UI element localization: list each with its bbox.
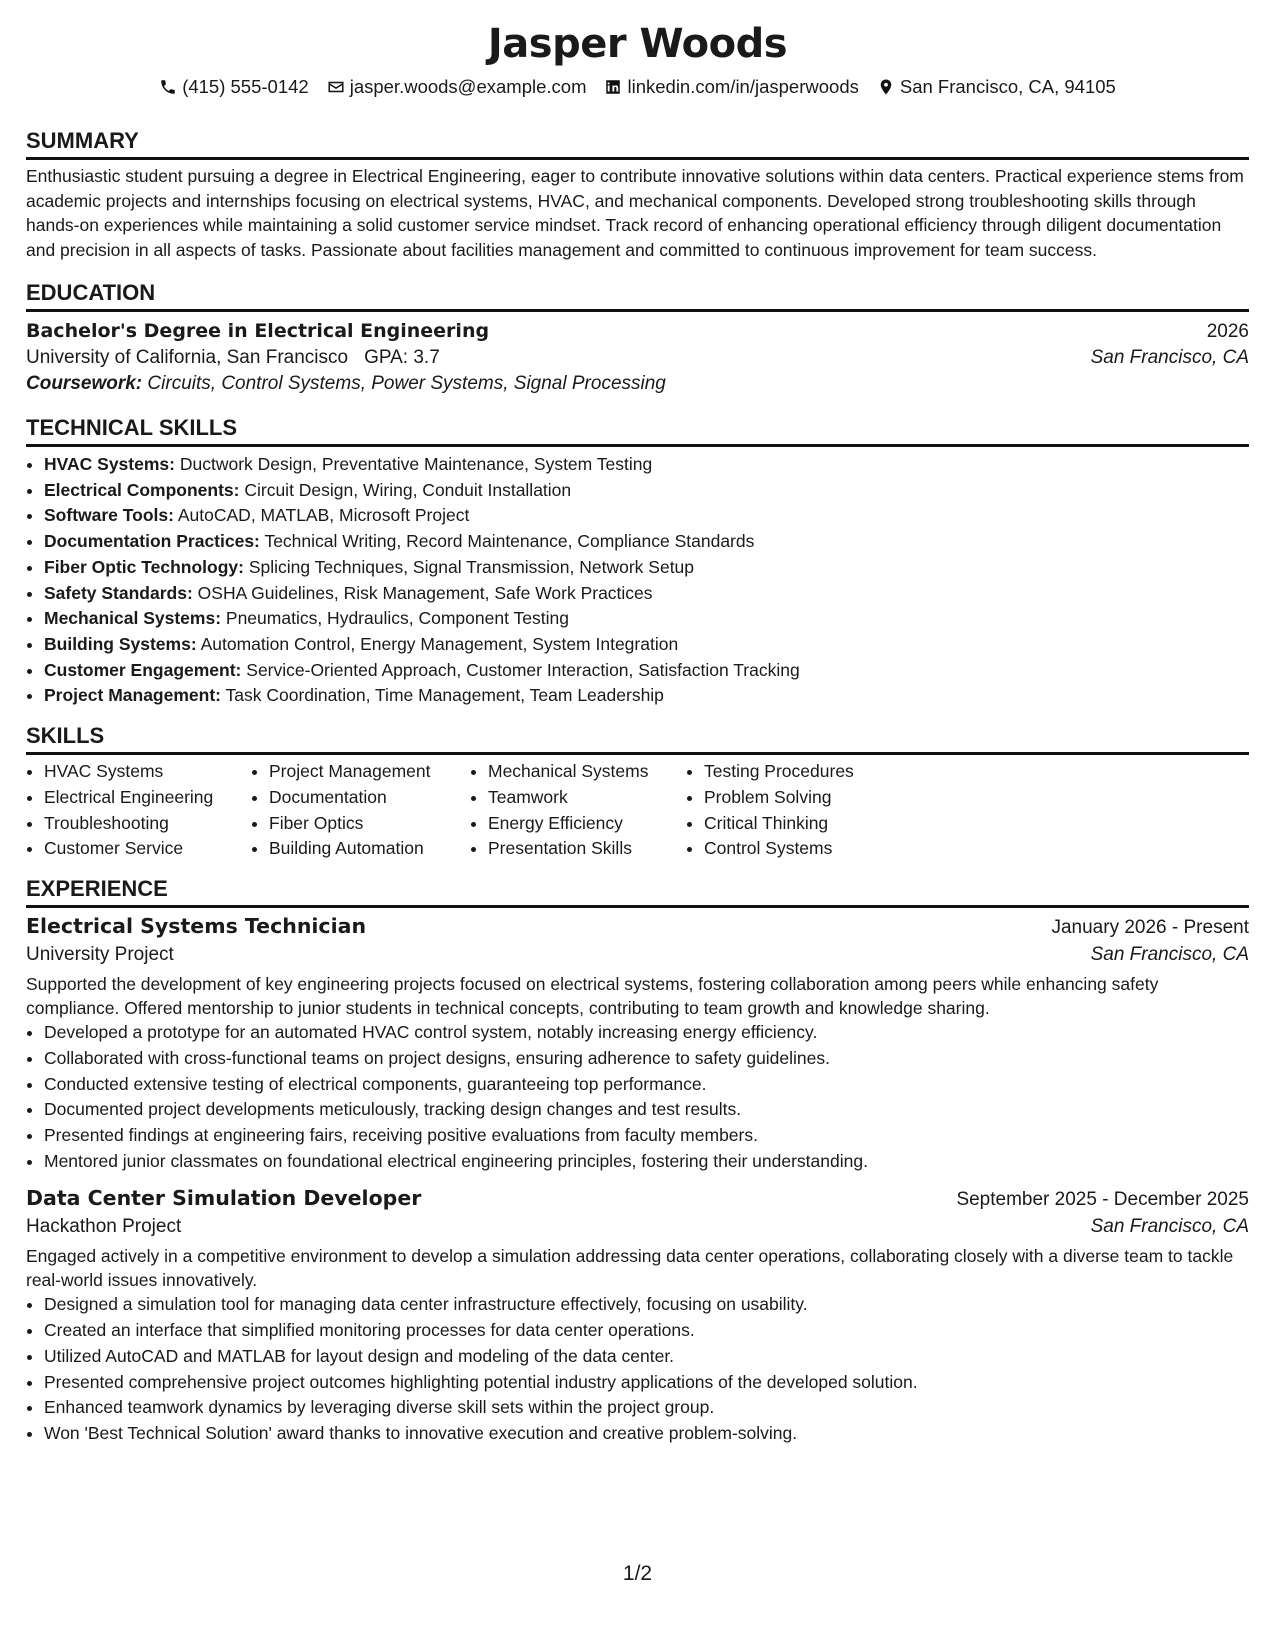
skills-column <box>686 759 902 862</box>
technical-skills-section <box>26 415 1249 709</box>
skill-values: Ductwork Design, Preventative Maintenance, System Testing <box>179 454 653 474</box>
skill-category: HVAC Systems: <box>44 454 175 474</box>
list-item <box>44 606 1249 632</box>
skill-values: Splicing Techniques, Signal Transmission, Network Setup <box>248 556 695 577</box>
list-item <box>44 478 1249 504</box>
skill-values: Service-Oriented Approach, Customer Interaction, Satisfaction Tracking <box>246 659 800 680</box>
job-subheader <box>26 1216 1249 1238</box>
list-item: • Created an interface that simplified monitoring processes for data center operations. <box>44 1318 1249 1344</box>
section-title-technical-skills: TECHNICAL SKILLS <box>26 415 1249 447</box>
phone-icon <box>159 78 177 96</box>
skill-category: Customer Engagement: <box>44 659 242 680</box>
list-item <box>44 452 1249 478</box>
skills-column <box>470 759 686 862</box>
location-text: San Francisco, CA, 94105 <box>899 76 1116 97</box>
job-title: Electrical Systems Technician <box>26 914 367 939</box>
skill-category: Building Systems: <box>44 633 197 654</box>
job-header <box>26 1186 1249 1211</box>
coursework-label: Coursework: <box>26 373 143 394</box>
section-title-education: EDUCATION <box>26 280 1249 312</box>
list-item: • Control Systems <box>704 836 902 862</box>
list-item: • Building Automation <box>269 836 470 862</box>
education-section <box>26 280 1249 395</box>
skill-values: Circuit Design, Wiring, Conduit Installation <box>244 479 572 500</box>
location-pin-icon <box>877 78 895 96</box>
list-item <box>44 503 1249 529</box>
candidate-name: Jasper Woods <box>487 21 788 67</box>
degree-name: Bachelor's Degree in Electrical Engineering <box>26 320 490 342</box>
list-item: • Utilized AutoCAD and MATLAB for layout design and modeling of the data center. <box>44 1344 1249 1370</box>
list-item: • Documented project developments meticulously, tracking design changes and test results. <box>44 1097 1249 1123</box>
list-item: • Electrical Engineering <box>44 785 251 811</box>
contact-location <box>877 74 1116 100</box>
job-org: Hackathon Project <box>26 1216 182 1238</box>
contact-phone <box>159 74 309 100</box>
job-org: University Project <box>26 944 174 966</box>
list-item <box>44 683 1249 709</box>
list-item: • Conducted extensive testing of electrical components, guaranteeing top performance. <box>44 1072 1249 1098</box>
job-bullets <box>26 1292 1249 1446</box>
job-header <box>26 914 1249 939</box>
email-text[interactable]: jasper.woods@example.com <box>349 76 587 97</box>
graduation-year: 2026 <box>1206 321 1249 342</box>
list-item: • Presented comprehensive project outcomes highlighting potential industry applications of the developed solution. <box>44 1370 1249 1396</box>
section-title-experience: EXPERIENCE <box>26 876 1249 908</box>
skill-values: Pneumatics, Hydraulics, Component Testing <box>225 608 569 629</box>
list-item: • Energy Efficiency <box>488 811 686 837</box>
list-item: • HVAC Systems <box>44 759 251 785</box>
skill-values: Task Coordination, Time Management, Team Leadership <box>225 685 664 706</box>
linkedin-icon <box>604 78 622 96</box>
list-item: • Mentored junior classmates on foundational electrical engineering principles, fostering their understanding. <box>44 1149 1249 1175</box>
list-item: • Troubleshooting <box>44 811 251 837</box>
school-info <box>26 347 440 369</box>
skill-values: Technical Writing, Record Maintenance, Compliance Standards <box>264 531 755 552</box>
list-item: • Presentation Skills <box>488 836 686 862</box>
job-description: Supported the development of key engineering projects focused on electrical systems, fostering collaboration among peers while enhancing safety compliance. Offered mentorship to junior students in technical concepts, contributing to team growth and knowledge sharing. <box>26 974 1159 1019</box>
phone-text: (415) 555-0142 <box>182 76 309 97</box>
skills-grid <box>26 759 1249 862</box>
list-item: • Testing Procedures <box>704 759 902 785</box>
skills-column <box>251 759 470 862</box>
list-item: • Critical Thinking <box>704 811 902 837</box>
skills-section <box>26 723 1249 862</box>
skills-column <box>26 759 251 862</box>
coursework <box>26 373 1249 395</box>
list-item: • Problem Solving <box>704 785 902 811</box>
list-item: • Customer Service <box>44 836 251 862</box>
skill-values: OSHA Guidelines, Risk Management, Safe Work Practices <box>197 582 653 603</box>
skill-category: Electrical Components: <box>44 479 240 500</box>
job-bullets <box>26 1020 1249 1174</box>
summary-text: Enthusiastic student pursuing a degree in Electrical Engineering, eager to contribute innovative solutions within data centers. Practical experience stems from academic projects and internships focusing on electrical systems, HVAC, and mechanical components. Developed strong troubleshooting skills through hands-on experiences while maintaining a solid customer service mindset. Track record of enhancing operational efficiency through diligent documentation and precision in all aspects of tasks. Passionate about facilities management and committed to continuous improvement for team success. <box>26 166 1244 260</box>
list-item <box>44 632 1249 658</box>
school-location: San Francisco, CA <box>1090 347 1249 368</box>
section-title-summary: SUMMARY <box>26 128 1249 160</box>
job-dates: January 2026 - Present <box>1051 917 1249 939</box>
education-row-degree <box>26 320 1249 343</box>
list-item: • Project Management <box>269 759 470 785</box>
list-item <box>44 581 1249 607</box>
list-item: • Mechanical Systems <box>488 759 686 785</box>
job-location: San Francisco, CA <box>1090 944 1249 966</box>
job-title: Data Center Simulation Developer <box>26 1186 422 1211</box>
job-entry <box>26 1186 1249 1446</box>
job-entry <box>26 914 1249 1174</box>
list-item: • Teamwork <box>488 785 686 811</box>
mail-icon <box>327 78 345 96</box>
list-item: • Won 'Best Technical Solution' award thanks to innovative execution and creative problem-solving. <box>44 1421 1249 1447</box>
coursework-list: Circuits, Control Systems, Power Systems, Signal Processing <box>147 373 666 394</box>
contact-bar <box>26 74 1249 100</box>
list-item: • Collaborated with cross-functional teams on project designs, ensuring adherence to safety guidelines. <box>44 1046 1249 1072</box>
contact-email[interactable] <box>327 74 587 100</box>
list-item <box>44 658 1249 684</box>
list-item: • Fiber Optics <box>269 811 470 837</box>
linkedin-text[interactable]: linkedin.com/in/jasperwoods <box>627 76 859 97</box>
list-item <box>44 555 1249 581</box>
summary-section <box>26 128 1249 262</box>
contact-linkedin[interactable] <box>604 74 858 100</box>
skill-category: Safety Standards: <box>44 582 193 603</box>
job-location: San Francisco, CA <box>1090 1216 1249 1238</box>
list-item: • Designed a simulation tool for managing data center infrastructure effectively, focusing on usability. <box>44 1292 1249 1318</box>
list-item: • Presented findings at engineering fairs, receiving positive evaluations from faculty members. <box>44 1123 1249 1149</box>
list-item <box>44 529 1249 555</box>
section-title-skills: SKILLS <box>26 723 1249 755</box>
job-dates: September 2025 - December 2025 <box>956 1189 1249 1211</box>
list-item: • Developed a prototype for an automated HVAC control system, notably increasing energy efficiency. <box>44 1020 1249 1046</box>
education-row-school <box>26 347 1249 369</box>
list-item: • Enhanced teamwork dynamics by leveraging diverse skill sets within the project group. <box>44 1395 1249 1421</box>
technical-skills-list <box>26 452 1249 709</box>
skill-values: AutoCAD, MATLAB, Microsoft Project <box>177 505 470 526</box>
page-number: 1/2 <box>622 1562 653 1585</box>
school-name: University of California, San Francisco <box>26 347 349 368</box>
skill-category: Project Management: <box>44 685 221 706</box>
list-item: • Documentation <box>269 785 470 811</box>
skill-category: Mechanical Systems: <box>44 608 222 629</box>
skill-category: Fiber Optic Technology: <box>44 556 244 577</box>
job-description: Engaged actively in a competitive environment to develop a simulation addressing data center operations, collaborating closely with a diverse team to tackle real-world issues innovatively. <box>26 1246 1234 1291</box>
job-subheader <box>26 944 1249 966</box>
skill-values: Automation Control, Energy Management, System Integration <box>200 633 679 654</box>
skill-category: Software Tools: <box>44 505 174 526</box>
experience-section <box>26 876 1249 1446</box>
skill-category: Documentation Practices: <box>44 531 260 552</box>
gpa: GPA: 3.7 <box>364 347 440 368</box>
